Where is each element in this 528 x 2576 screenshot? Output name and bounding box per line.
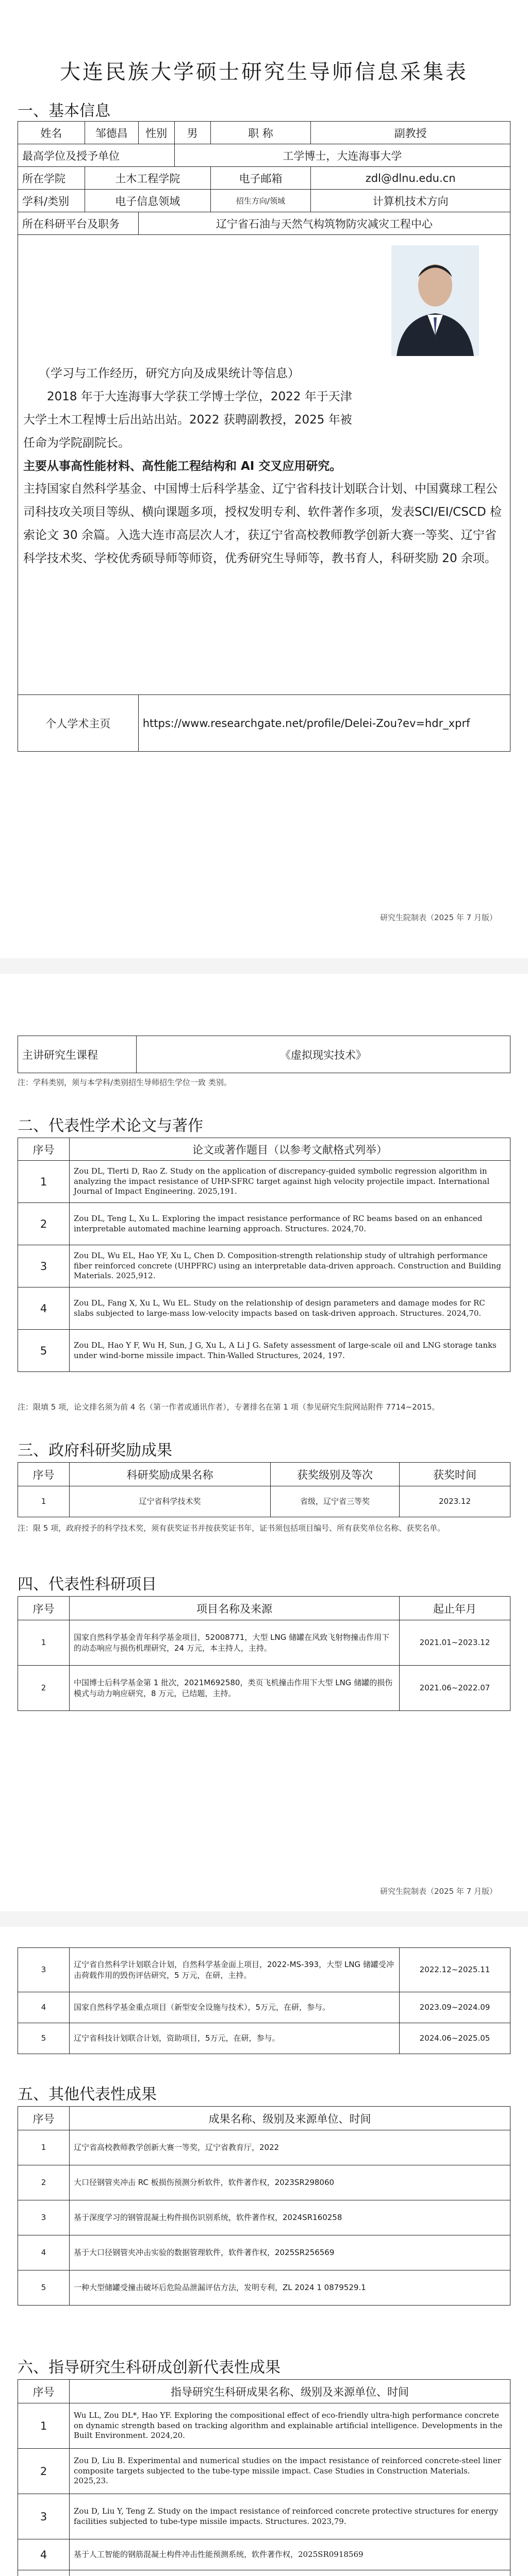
gender-label: 性别	[138, 122, 174, 144]
student-text: Zou D, Liu Y, Teng Z. Study on the impact resistance of reinforced concrete protective structures for energy facilities subjected to tube-type missile impacts. Structures. 2023,79.	[70, 2494, 510, 2539]
student-results-table	[18, 2379, 510, 2576]
project-time: 2023.09~2024.09	[400, 1992, 510, 2023]
paper-citation: Zou DL, Teng L, Xu L. Exploring the impact resistance performance of RC beams based on an enhanced interpretable automated machine learning approach. Structures. 2024,70.	[70, 1203, 510, 1245]
awards-col-no: 序号	[18, 1463, 70, 1486]
project-no: 4	[18, 1992, 70, 2023]
student-no: 3	[18, 2494, 70, 2539]
student-col-name: 指导研究生科研成果名称、级别及来源单位、时间	[70, 2380, 510, 2403]
bio-intro: （学习与工作经历，研究方向及成果统计等信息）	[39, 367, 300, 381]
page-3	[0, 1927, 528, 2576]
section-awards-heading: 三、政府科研奖励成果	[18, 1442, 172, 1460]
project-time: 2024.06~2025.05	[400, 2023, 510, 2054]
award-time: 2023.12	[400, 1486, 510, 1517]
other-no: 4	[18, 2235, 70, 2270]
other-no: 1	[18, 2130, 70, 2165]
course-table	[18, 1036, 510, 1073]
direction-value: 计算机技术方向	[311, 190, 510, 212]
project-name: 辽宁省自然科学计划联合计划，自然科学基金面上项目，2022-MS-393，大型 LNG 储罐受冲击荷载作用的毁伤评估研究，5 万元，在研，主持。	[70, 1948, 400, 1992]
other-col-no: 序号	[18, 2107, 70, 2130]
bio-text-block	[23, 362, 353, 454]
paper-no: 1	[18, 1161, 70, 1203]
project-time: 2022.12~2025.11	[400, 1948, 510, 1992]
project-no: 2	[18, 1666, 70, 1711]
other-no: 3	[18, 2200, 70, 2235]
other-text: 一种大型储罐受撞击破坏后危险品泄漏评估方法，发明专利，ZL 2024 1 0879529.1	[70, 2270, 510, 2306]
title-label: 职 称	[210, 122, 311, 144]
other-results-table	[18, 2106, 510, 2306]
student-no: 4	[18, 2539, 70, 2570]
page-1-footer: 研究生院制表（2025 年 7 月版）	[380, 913, 497, 922]
student-text: 基于人工智能的钢筋混凝土构件冲击性能预测系统，软件著作权，2025SR0918569	[70, 2539, 510, 2570]
project-no: 3	[18, 1948, 70, 1992]
projects-col-time: 起止年月	[400, 1597, 510, 1620]
college-label: 所在学院	[18, 167, 85, 190]
project-name: 国家自然科学基金青年科学基金项目，52008771，大型 LNG 储罐在风致飞射物撞击作用下的动态响应与损伤机理研究，24 万元，本主持人，主持。	[70, 1620, 400, 1666]
section-papers-heading: 二、代表性学术论文与著作	[18, 1117, 203, 1135]
homepage-label: 个人学术主页	[18, 695, 139, 752]
section-basic-info-heading: 一、基本信息	[18, 102, 110, 120]
platform-label: 所在科研平台及职务	[18, 212, 139, 235]
student-col-no: 序号	[18, 2380, 70, 2403]
paper-no: 4	[18, 1287, 70, 1330]
projects-table-continued	[18, 1947, 510, 2054]
papers-note: 注：限填 5 项，论文排名须为前 4 名（第一作者或通讯作者），专著排名在第 1 项（参见研究生院网站附件 7714~2015。	[18, 1402, 440, 1412]
degree-value: 工学博士，大连海事大学	[174, 144, 510, 167]
awards-col-level: 获奖级别及等次	[271, 1463, 400, 1486]
project-name: 辽宁省科技计划联合计划，资助项目，5万元，在研，参与。	[70, 2023, 400, 2054]
award-level: 省级，辽宁省三等奖	[271, 1486, 400, 1517]
project-no: 5	[18, 2023, 70, 2054]
name-value: 邹德昌	[85, 122, 138, 144]
other-text: 基于深度学习的钢管混凝土构件损伤识别系统，软件著作权，2024SR160258	[70, 2200, 510, 2235]
projects-col-name: 项目名称及来源	[70, 1597, 400, 1620]
other-text: 大口径钢管夹冲击 RC 板损伤预测分析软件，软件著作权，2023SR298060	[70, 2165, 510, 2200]
student-no: 2	[18, 2449, 70, 2494]
person-silhouette-icon	[391, 245, 479, 356]
degree-label: 最高学位及授予单位	[18, 144, 175, 167]
bio-achievements: 主持国家自然科学基金、中国博士后科学基金、辽宁省科技计划联合计划、中国冀球工程公司科技攻关项目等纵、横向课题多项，授权发明专利、软件著作多项，发表SCI/EI/CSCD 检索论文 30 余篇。入选大连市高层次人才，获辽宁省高校教师教学创新大赛一等奖、辽宁省科学技术奖、学校优秀硕导师等师资，优秀研究生导师等，教书育人，科研奖励 20 余项。	[23, 482, 502, 565]
page-gap	[0, 1911, 528, 1927]
email-value: zdl@dlnu.edu.cn	[311, 167, 510, 190]
student-no	[18, 2570, 70, 2576]
project-name: 中国博士后科学基金第 1 批次，2021M692580，类页飞机撞击作用下大型 LNG 储罐的损伤模式与动力响应研究，8 万元，已结题，主持。	[70, 1666, 400, 1711]
profile-photo-image	[391, 245, 479, 356]
papers-col-title: 论文或著作题目（以参考文献格式列举）	[70, 1138, 510, 1161]
page-2-footer: 研究生院制表（2025 年 7 月版）	[380, 1887, 497, 1896]
paper-citation: Zou DL, Hao Y F, Wu H, Sun, J G, Xu L, A Li J G. Safety assessment of large-scale oil and LNG storage tanks under wind-borne missile impact. Thin-Walled Structures, 2024, 197.	[70, 1330, 510, 1372]
discipline-value: 电子信息领域	[85, 190, 210, 212]
awards-note: 注：限 5 项，政府授予的科学技术奖，须有获奖证书并按获奖证书年，证书须包括项目编号、所有获奖单位名称、获奖名单。	[18, 1523, 446, 1533]
bio-research: 主要从事高性能材料、高性能工程结构和 AI 交叉应用研究。	[23, 459, 342, 473]
project-no: 1	[18, 1620, 70, 1666]
student-text: Wu LL, Zou DL*, Hao YF. Exploring the compositional effect of eco-friendly ultra-high performance concrete on dynamic strength based on tracking algorithm and explainable artificial intelligence. Developments in the Built Environment. 2024,20.	[70, 2403, 510, 2449]
title-value: 副教授	[311, 122, 510, 144]
awards-table	[18, 1462, 510, 1517]
projects-col-no: 序号	[18, 1597, 70, 1620]
page-2	[0, 979, 528, 1911]
bio-cell	[18, 235, 510, 695]
projects-table	[18, 1596, 510, 1711]
project-name: 国家自然科学基金重点项目（新型安全设施与技术），5万元，在研，参与。	[70, 1992, 400, 2023]
other-col-name: 成果名称、级别及来源单位、时间	[70, 2107, 510, 2130]
homepage-link[interactable]: https://www.researchgate.net/profile/Delei-Zou?ev=hdr_xprf	[138, 695, 510, 752]
profile-photo	[391, 245, 479, 356]
form-title: 大连民族大学硕士研究生导师信息采集表	[60, 60, 468, 84]
paper-no: 2	[18, 1203, 70, 1245]
course-value: 《虚拟现实技术》	[137, 1036, 510, 1073]
student-text	[70, 2570, 510, 2576]
course-label: 主讲研究生课程	[18, 1036, 137, 1073]
platform-value: 辽宁省石油与天然气构筑物防灾减灾工程中心	[138, 212, 510, 235]
direction-label: 招生方向/领域	[210, 190, 311, 212]
awards-col-time: 获奖时间	[400, 1463, 510, 1486]
papers-table	[18, 1138, 510, 1372]
other-no: 5	[18, 2270, 70, 2306]
discipline-label: 学科/类别	[18, 190, 85, 212]
paper-citation: Zou DL, Tlerti D, Rao Z. Study on the application of discrepancy-guided symbolic regression algorithm in analyzing the impact resistance of UHP-SFRC target against high velocity projectile impact. International Journal of Impact Engineering. 2025,191.	[70, 1161, 510, 1203]
other-text: 基于大口径钢管夹冲击实验的数据管理软件，软件著作权，2025SR256569	[70, 2235, 510, 2270]
other-text: 辽宁省高校教师教学创新大赛一等奖，辽宁省教育厅，2022	[70, 2130, 510, 2165]
awards-col-name: 科研奖励成果名称	[70, 1463, 271, 1486]
page-1	[0, 0, 528, 958]
student-text: Zou D, Liu B. Experimental and numerical studies on the impact resistance of reinforced concrete-steel liner composite targets subjected to the tube-type missile impact. Case Studies in Construction Materials. 2025,23.	[70, 2449, 510, 2494]
name-label: 姓名	[18, 122, 85, 144]
course-note: 注：学科类别，须与本学科/类别招生导师招生学位一致 类别。	[18, 1078, 232, 1087]
paper-citation: Zou DL, Wu EL, Hao YF, Xu L, Chen D. Composition-strength relationship study of ultrahigh performance fiber reinforced concrete (UHPFRC) using an interpretable data-driven approach. Construction and Building Materials. 2025,912.	[70, 1245, 510, 1287]
section-student-heading: 六、指导研究生科研成创新代表性成果	[18, 2359, 280, 2377]
gender-value: 男	[174, 122, 210, 144]
award-name: 辽宁省科学技术奖	[70, 1486, 271, 1517]
student-no: 1	[18, 2403, 70, 2449]
project-time: 2021.01~2023.12	[400, 1620, 510, 1666]
page-gap	[0, 958, 528, 974]
section-other-heading: 五、其他代表性成果	[18, 2086, 157, 2104]
email-label: 电子邮箱	[210, 167, 311, 190]
award-no: 1	[18, 1486, 70, 1517]
basic-info-table	[18, 121, 510, 752]
papers-col-no: 序号	[18, 1138, 70, 1161]
bio-education: 2018 年于大连海事大学获工学博士学位，2022 年于天津大学土木工程博士后出站出站。2022 获聘副教授，2025 年被任命为学院副院长。	[23, 390, 352, 450]
college-value: 土木工程学院	[85, 167, 210, 190]
section-projects-heading: 四、代表性科研项目	[18, 1575, 157, 1594]
project-time: 2021.06~2022.07	[400, 1666, 510, 1711]
other-no: 2	[18, 2165, 70, 2200]
paper-no: 5	[18, 1330, 70, 1372]
paper-no: 3	[18, 1245, 70, 1287]
paper-citation: Zou DL, Fang X, Xu L, Wu EL. Study on the relationship of design parameters and damage modes for RC slabs subjected to large-mass low-velocity impacts based on task-driven approach. Structures. 2024,70.	[70, 1287, 510, 1330]
